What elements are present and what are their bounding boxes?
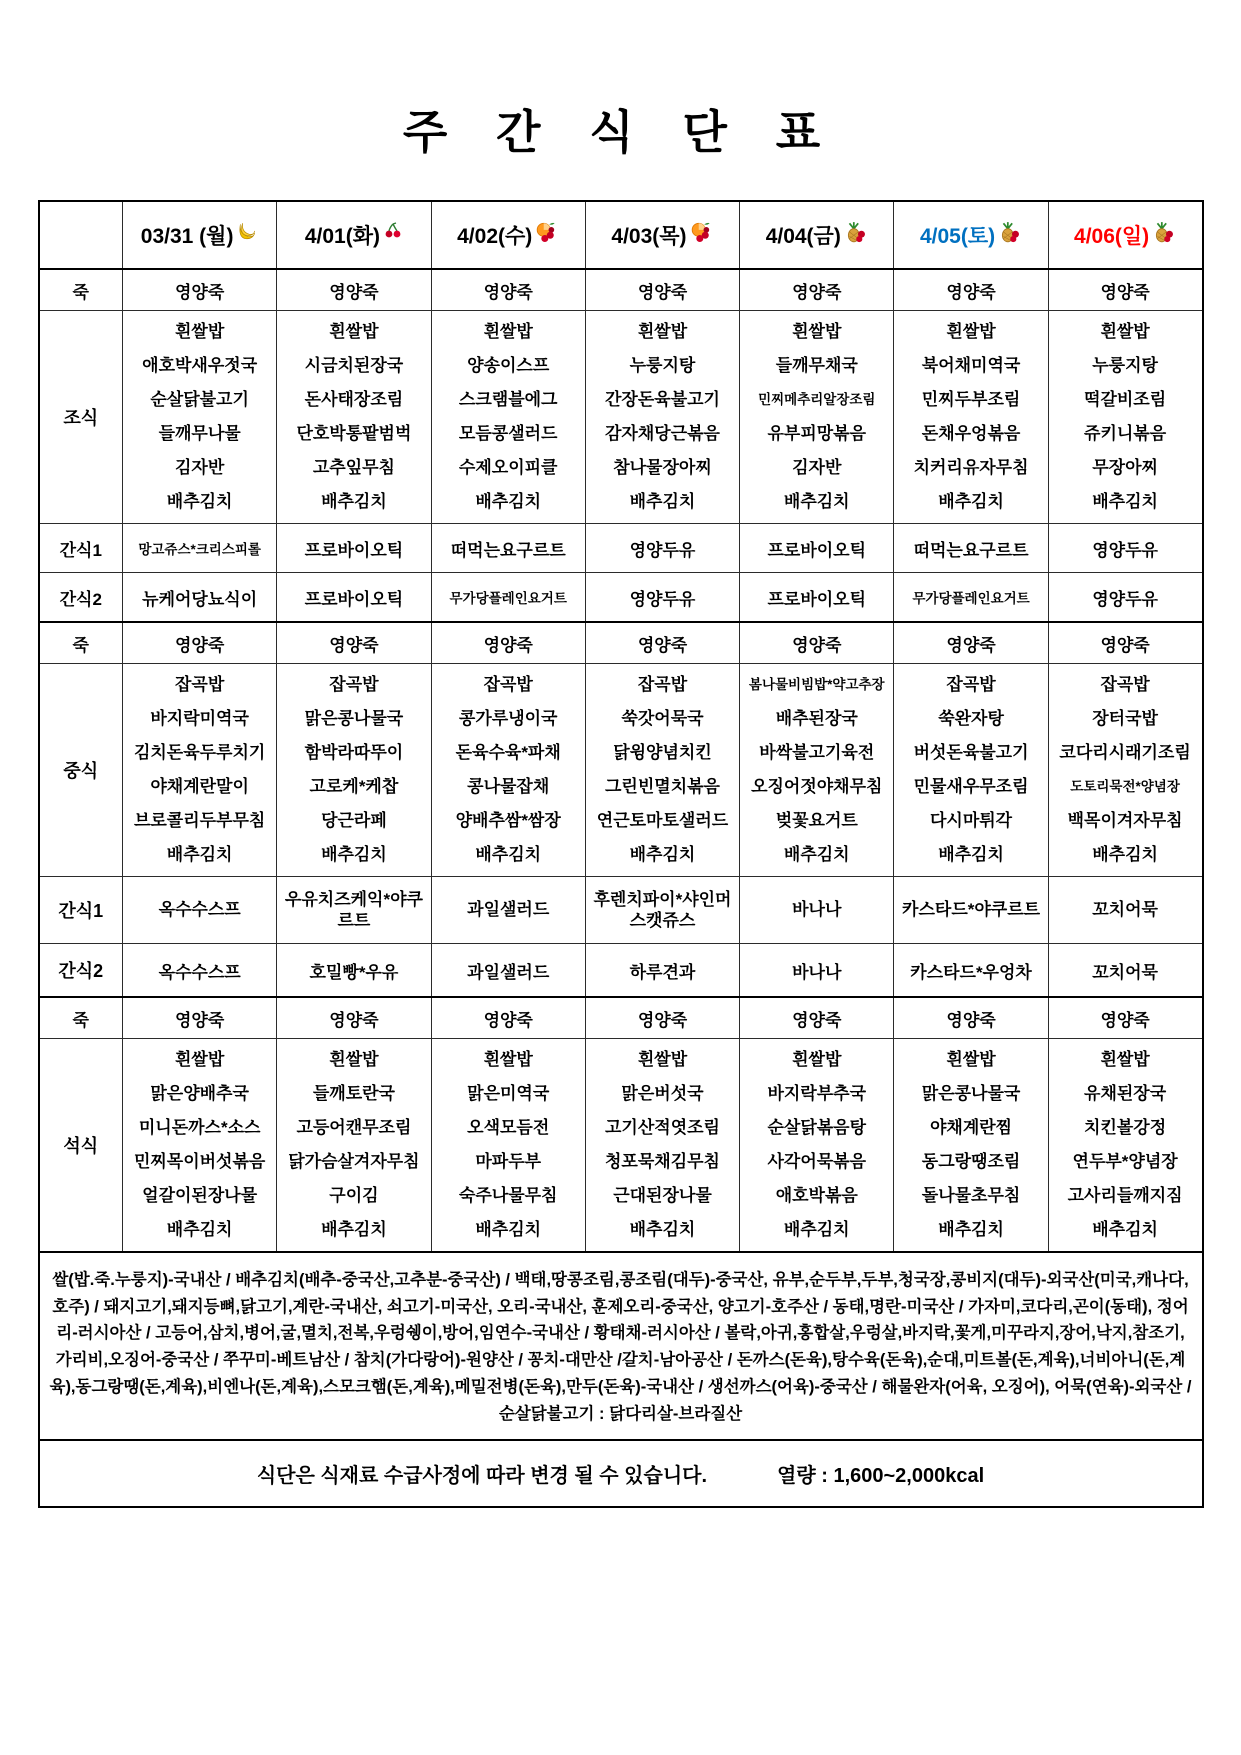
- menu-item: 꼬치어묵: [1092, 962, 1158, 982]
- menu-item: 돌나물초무침: [921, 1186, 1021, 1205]
- date-label: 4/02(수): [457, 225, 533, 248]
- menu-cell: [585, 1039, 739, 1253]
- menu-item: 닭가슴살겨자무침: [288, 1152, 420, 1171]
- menu-cell: [431, 269, 585, 311]
- menu-item: 마파두부: [475, 1152, 542, 1171]
- menu-item: 고기산적엿조림: [605, 1118, 720, 1137]
- menu-item: 영양죽: [483, 1010, 533, 1030]
- menu-cell: [585, 664, 739, 877]
- menu-cell: [740, 877, 894, 944]
- menu-cell: [894, 524, 1048, 573]
- menu-item: 배추김치: [1092, 1220, 1158, 1239]
- banana-icon: [236, 221, 258, 249]
- fruit-mix-icon: [535, 220, 559, 250]
- menu-cell: [1048, 997, 1202, 1039]
- menu-cell: [740, 524, 894, 573]
- menu-item: 무가당플레인요거트: [449, 591, 567, 606]
- menu-item: 영양죽: [637, 1010, 688, 1030]
- menu-item: 청포묵채김무침: [605, 1152, 720, 1171]
- menu-cell: [123, 573, 277, 623]
- menu-cell: [894, 311, 1048, 524]
- menu-cell: [277, 944, 431, 998]
- menu-item: 동그랑땡조림: [921, 1152, 1021, 1171]
- menu-item: 다시마튀각: [929, 811, 1013, 830]
- menu-cell: [740, 944, 894, 998]
- menu-item: 흰쌀밥: [483, 322, 533, 341]
- row-label-간식2-3: 간식2: [39, 573, 123, 623]
- menu-cell: [585, 997, 739, 1039]
- menu-item: 배추김치: [166, 492, 233, 511]
- menu-item: 벚꽃요거트: [775, 811, 858, 830]
- menu-item: 돈사태장조림: [304, 390, 404, 409]
- page-title: 주 간 식 단 표: [402, 106, 839, 158]
- menu-cell: [740, 1039, 894, 1253]
- menu-item: 유부피망볶음: [767, 424, 867, 443]
- menu-item: 김자반: [792, 458, 842, 477]
- menu-cell: [894, 997, 1048, 1039]
- menu-item: 영양죽: [175, 635, 225, 655]
- menu-item: 흰쌀밥: [946, 1050, 996, 1069]
- menu-item: 쑥갓어묵국: [621, 709, 704, 728]
- menu-item: 잡곡밥: [175, 675, 225, 694]
- menu-item: 장터국밥: [1092, 709, 1158, 728]
- menu-item: 잡곡밥: [946, 675, 996, 694]
- date-header-5: [740, 201, 894, 269]
- menu-cell: [123, 311, 277, 524]
- row-label-간식2-7: 간식2: [39, 944, 123, 998]
- menu-item: 치킨볼강정: [1084, 1118, 1167, 1137]
- row-label-간식1-2: 간식1: [39, 524, 123, 573]
- date-label: 4/05(토): [919, 225, 996, 248]
- menu-item: 무장아찌: [1092, 458, 1158, 477]
- menu-cell: [431, 877, 585, 944]
- menu-item: 배추김치: [629, 845, 696, 864]
- menu-item: 떠먹는요구르트: [913, 540, 1029, 560]
- date-header-6: [894, 201, 1048, 269]
- menu-item: 영양죽: [1100, 282, 1150, 302]
- menu-item: 배추김치: [783, 1220, 850, 1239]
- menu-cell: [123, 664, 277, 877]
- menu-item: 배추김치: [475, 492, 542, 511]
- menu-item: 배추김치: [321, 492, 387, 511]
- menu-item: 흰쌀밥: [792, 322, 842, 341]
- menu-cell: [894, 877, 1048, 944]
- menu-item: 연두부*양념장: [1072, 1152, 1178, 1171]
- menu-item: 맑은미역국: [467, 1084, 550, 1103]
- pineapple-cherry-icon: [1152, 220, 1176, 250]
- menu-cell: [123, 622, 277, 664]
- menu-item: 스크램블에그: [458, 390, 558, 409]
- menu-item: 바싹불고기육전: [759, 743, 875, 762]
- menu-item: 영양두유: [629, 540, 696, 560]
- menu-item: 사각어묵볶음: [767, 1152, 867, 1171]
- menu-item: 잡곡밥: [329, 675, 379, 694]
- menu-item: 단호박통팥범벅: [296, 424, 412, 443]
- menu-item: 맑은버섯국: [621, 1084, 704, 1103]
- calorie-info: 열량 : 1,600~2,000kcal: [777, 1465, 985, 1488]
- menu-cell: [123, 944, 277, 998]
- menu-item: 누룽지탕: [629, 356, 696, 375]
- menu-cell: [277, 269, 431, 311]
- menu-item: 바지락미역국: [150, 709, 249, 728]
- menu-cell: [585, 573, 739, 623]
- menu-item: 옥수수스프: [158, 900, 241, 920]
- menu-item: 김치돈육두루치기: [133, 743, 266, 762]
- menu-item: 간장돈육불고기: [605, 390, 720, 409]
- row-label-죽-4: 죽: [39, 622, 123, 664]
- menu-cell: [1048, 622, 1202, 664]
- menu-item: 배추김치: [938, 1220, 1004, 1239]
- menu-cell: [585, 269, 739, 311]
- menu-item: 유채된장국: [1084, 1084, 1167, 1103]
- menu-item: 카스타드*야쿠르트: [902, 900, 1041, 920]
- menu-item: 떠먹는요구르트: [450, 540, 566, 560]
- menu-item: 모듬콩샐러드: [458, 424, 558, 443]
- menu-cell: [740, 622, 894, 664]
- menu-item: 영양죽: [483, 635, 533, 655]
- menu-item: 수제오이피클: [458, 458, 558, 477]
- menu-item: 영양죽: [483, 282, 533, 302]
- menu-item: 배추김치: [1092, 492, 1158, 511]
- menu-cell: [740, 269, 894, 311]
- menu-item: 맑은콩나물국: [304, 709, 404, 728]
- menu-item: 프로바이오틱: [767, 589, 867, 609]
- menu-cell: [431, 1039, 585, 1253]
- menu-item: 오색모듬전: [467, 1118, 550, 1137]
- menu-item: 근대된장나물: [613, 1186, 712, 1205]
- menu-cell: [894, 622, 1048, 664]
- menu-item: 연근토마토샐러드: [596, 811, 729, 830]
- menu-item: 영양죽: [946, 1010, 996, 1030]
- menu-item: 바나나: [792, 962, 842, 982]
- menu-cell: [585, 944, 739, 998]
- menu-cell: [585, 877, 739, 944]
- menu-item: 프로바이오틱: [304, 589, 404, 609]
- date-header-7: [1048, 201, 1202, 269]
- menu-item: 오징어젓야채무침: [751, 777, 883, 796]
- menu-item: 잡곡밥: [483, 675, 533, 694]
- menu-item: 흰쌀밥: [329, 322, 379, 341]
- menu-item: 누룽지탕: [1092, 356, 1158, 375]
- menu-item: 배추김치: [938, 845, 1004, 864]
- menu-item: 맑은콩나물국: [921, 1084, 1021, 1103]
- menu-cell: [894, 944, 1048, 998]
- menu-cell: [277, 1039, 431, 1253]
- menu-cell: [1048, 1039, 1202, 1253]
- menu-item: 들깨무나물: [158, 424, 241, 443]
- menu-item: 애호박새우젓국: [142, 356, 258, 375]
- menu-item: 흰쌀밥: [1100, 322, 1150, 341]
- menu-cell: [1048, 269, 1202, 311]
- menu-item: 카스타드*우엉차: [910, 962, 1032, 982]
- menu-cell: [1048, 877, 1202, 944]
- menu-cell: [1048, 664, 1202, 877]
- menu-item: 배추김치: [1092, 845, 1158, 864]
- date-header-4: [585, 201, 739, 269]
- weekly-menu-sheet: [38, 0, 1204, 1508]
- menu-item: 고사리들깨지짐: [1067, 1186, 1183, 1205]
- menu-cell: [585, 311, 739, 524]
- menu-item: 옥수수스프: [158, 962, 241, 982]
- menu-cell: [431, 664, 585, 877]
- menu-item: 브로콜리두부무침: [133, 811, 266, 830]
- menu-cell: [277, 997, 431, 1039]
- menu-item: 야채계란말이: [150, 777, 249, 796]
- menu-note-bar: [38, 1441, 1204, 1508]
- menu-item: 흰쌀밥: [329, 1050, 379, 1069]
- menu-item: 야채계란찜: [929, 1118, 1013, 1137]
- menu-item: 배추김치: [629, 1220, 696, 1239]
- row-label-조식-1: 조식: [39, 311, 123, 524]
- menu-item: 돈육수육*파채: [455, 743, 561, 762]
- menu-item: 맑은양배추국: [150, 1084, 249, 1103]
- menu-item: 시금치된장국: [304, 356, 404, 375]
- date-header-3: [431, 201, 585, 269]
- menu-item: 영양죽: [1100, 1010, 1150, 1030]
- menu-item: 흰쌀밥: [637, 322, 688, 341]
- pineapple-cherry-icon: [998, 220, 1022, 250]
- menu-item: 배추김치: [166, 1220, 233, 1239]
- menu-item: 쥬키니볶음: [1084, 424, 1167, 443]
- date-label: 03/31 (월): [140, 225, 234, 248]
- menu-item: 도토리묵전*양념장: [1070, 779, 1180, 794]
- menu-item: 배추김치: [321, 1220, 387, 1239]
- menu-item: 흰쌀밥: [792, 1050, 842, 1069]
- menu-item: 후렌치파이*샤인머스캣쥬스: [593, 889, 732, 930]
- menu-item: 영양두유: [629, 589, 696, 609]
- menu-item: 하루견과: [629, 962, 696, 982]
- menu-cell: [123, 877, 277, 944]
- menu-cell: [431, 311, 585, 524]
- menu-cell: [740, 573, 894, 623]
- row-label-석식-9: 석식: [39, 1039, 123, 1253]
- menu-item: 양배추쌈*쌈장: [455, 811, 561, 830]
- menu-item: 배추김치: [475, 845, 542, 864]
- menu-item: 들깨무채국: [775, 356, 858, 375]
- menu-item: 배추김치: [166, 845, 233, 864]
- menu-item: 콩나물잡채: [467, 777, 550, 796]
- menu-item: 영양죽: [792, 282, 842, 302]
- menu-cell: [1048, 573, 1202, 623]
- date-label: 4/01(화): [304, 225, 380, 248]
- menu-change-note: 식단은 식재료 수급사정에 따라 변경 될 수 있습니다.: [256, 1465, 708, 1488]
- date-label: 4/03(목): [611, 225, 687, 248]
- menu-item: 숙주나물무침: [458, 1186, 558, 1205]
- menu-item: 봄나물비빔밥*약고추장: [748, 677, 885, 692]
- menu-item: 양송이스프: [467, 356, 550, 375]
- pineapple-cherry-icon: [844, 220, 868, 250]
- menu-item: 얼갈이된장나물: [142, 1186, 258, 1205]
- menu-cell: [123, 524, 277, 573]
- row-label-중식-5: 중식: [39, 664, 123, 877]
- menu-cell: [1048, 944, 1202, 998]
- menu-item: 무가당플레인요거트: [912, 591, 1030, 606]
- menu-item: 잡곡밥: [637, 675, 688, 694]
- menu-item: 영양죽: [329, 282, 379, 302]
- date-label: 4/04(금): [765, 225, 841, 248]
- menu-item: 배추김치: [783, 492, 850, 511]
- menu-cell: [431, 622, 585, 664]
- menu-item: 참나물장아찌: [613, 458, 712, 477]
- menu-cell: [123, 1039, 277, 1253]
- menu-item: 고추잎무침: [312, 458, 395, 477]
- date-header-2: [277, 201, 431, 269]
- menu-item: 영양죽: [175, 1010, 225, 1030]
- menu-cell: [585, 524, 739, 573]
- menu-cell: [740, 311, 894, 524]
- menu-item: 흰쌀밥: [483, 1050, 533, 1069]
- menu-item: 흰쌀밥: [946, 322, 996, 341]
- menu-item: 순살닭불고기: [150, 390, 249, 409]
- menu-item: 민찌두부조림: [921, 390, 1021, 409]
- menu-item: 떡갈비조림: [1084, 390, 1167, 409]
- menu-item: 코다리시래기조림: [1059, 743, 1191, 762]
- menu-item: 영양죽: [637, 282, 688, 302]
- menu-item: 함박라따뚜이: [304, 743, 404, 762]
- menu-item: 민물새우무조림: [913, 777, 1029, 796]
- menu-item: 돈채우엉볶음: [921, 424, 1021, 443]
- menu-item: 미니돈까스*소스: [138, 1118, 261, 1137]
- menu-cell: [123, 269, 277, 311]
- menu-item: 김자반: [175, 458, 225, 477]
- menu-item: 당근라페: [321, 811, 387, 830]
- menu-item: 들깨토란국: [312, 1084, 395, 1103]
- menu-item: 배추된장국: [775, 709, 858, 728]
- menu-item: 배추김치: [629, 492, 696, 511]
- meal-table: [38, 200, 1204, 1253]
- menu-item: 우유치즈케익*야쿠르트: [284, 889, 423, 930]
- menu-item: 바나나: [792, 900, 842, 920]
- menu-item: 흰쌀밥: [637, 1050, 688, 1069]
- menu-item: 고로케*케찹: [309, 777, 399, 796]
- menu-cell: [277, 664, 431, 877]
- menu-item: 배추김치: [475, 1220, 542, 1239]
- menu-cell: [431, 997, 585, 1039]
- menu-item: 바지락부추국: [767, 1084, 867, 1103]
- date-label: 4/06(일): [1074, 225, 1150, 248]
- menu-item: 프로바이오틱: [767, 540, 867, 560]
- menu-cell: [431, 524, 585, 573]
- menu-cell: [740, 664, 894, 877]
- menu-item: 쑥완자탕: [938, 709, 1004, 728]
- menu-item: 프로바이오틱: [304, 540, 404, 560]
- menu-cell: [277, 877, 431, 944]
- menu-item: 닭윙양념치킨: [613, 743, 712, 762]
- menu-item: 배추김치: [321, 845, 387, 864]
- fruit-mix-icon: [690, 220, 714, 250]
- menu-cell: [277, 524, 431, 573]
- menu-cell: [277, 573, 431, 623]
- menu-item: 구이김: [329, 1186, 379, 1205]
- menu-cell: [1048, 524, 1202, 573]
- menu-item: 고등어캔무조림: [296, 1118, 412, 1137]
- ingredient-origin-text: 쌀(밥.죽.누룽지)-국내산 / 배추김치(배추-중국산,고추분-중국산) / 백태,땅콩조림,콩조림(대두)-중국산, 유부,순두부,두부,청국장,콩비지(대두)-외국산(미국,캐나다,호주) / 돼지고기,돼지등뼈,닭고기,계란-국내산, 쇠고기-미국산, 오리-국내산, 훈제오리-중국산, 양고기-호주산 / 동태,명란-미국산 / 가자미,코다리,곤이(동태), 정어리-러시아산 / 고등어,삼치,병어,굴,멸치,전복,우렁쉥이,방어,임연수-국내산 / 황태채-러시아산 / 볼락,아귀,홍합살,우렁살,바지락,꽃게,미꾸라지,장어,낙지,참조기,가리비,오징어-중국산 / 쭈꾸미-베트남산 / 참치(가다랑어)-원양산 / 꽁치-대만산 /갈치-남아공산 / 돈까스(돈육),탕수육(돈육),순대,미트볼(돈,계육),너비아니(돈,계육),동그랑땡(돈,계육),비엔나(돈,계육),스모크햄(돈,계육),메밀전병(돈육),만두(돈육)-국내산 / 생선까스(어육)-중국산 / 해물완자(어육, 오징어), 어묵(연육)-외국산 / 순살닭불고기 : 닭다리살-브라질산: [38, 1253, 1204, 1441]
- menu-item: 잡곡밥: [1100, 675, 1150, 694]
- menu-item: 북어채미역국: [921, 356, 1021, 375]
- menu-cell: [740, 997, 894, 1039]
- menu-cell: [1048, 311, 1202, 524]
- menu-item: 과일샐러드: [467, 962, 550, 982]
- row-label-죽-8: 죽: [39, 997, 123, 1039]
- row-label-죽-0: 죽: [39, 269, 123, 311]
- menu-item: 영양죽: [175, 282, 225, 302]
- menu-item: 애호박볶음: [775, 1186, 858, 1205]
- menu-item: 영양죽: [329, 1010, 379, 1030]
- menu-item: 영양죽: [792, 635, 842, 655]
- menu-item: 흰쌀밥: [175, 1050, 225, 1069]
- menu-item: 치커리유자무침: [913, 458, 1029, 477]
- date-header-1: [123, 201, 277, 269]
- menu-cell: [894, 269, 1048, 311]
- menu-cell: [277, 311, 431, 524]
- menu-item: 영양두유: [1092, 589, 1158, 609]
- menu-item: 영양죽: [1100, 635, 1150, 655]
- menu-cell: [585, 622, 739, 664]
- menu-item: 배추김치: [783, 845, 850, 864]
- menu-item: 영양죽: [637, 635, 688, 655]
- menu-cell: [277, 622, 431, 664]
- menu-item: 배추김치: [938, 492, 1004, 511]
- menu-item: 영양죽: [792, 1010, 842, 1030]
- menu-item: 감자채당근볶음: [605, 424, 720, 443]
- menu-cell: [431, 944, 585, 998]
- menu-item: 민찌메추리알장조림: [758, 392, 876, 407]
- cherry-icon: [383, 222, 403, 248]
- menu-item: 흰쌀밥: [175, 322, 225, 341]
- corner-cell: [39, 201, 123, 269]
- menu-item: 영양두유: [1092, 540, 1158, 560]
- menu-item: 민찌목이버섯볶음: [133, 1152, 266, 1171]
- menu-item: 영양죽: [946, 282, 996, 302]
- menu-item: 백목이겨자무침: [1067, 811, 1183, 830]
- menu-cell: [894, 573, 1048, 623]
- menu-item: 흰쌀밥: [1100, 1050, 1150, 1069]
- menu-item: 망고쥬스*크리스피롤: [138, 542, 261, 557]
- menu-item: 그린빈멸치볶음: [605, 777, 720, 796]
- menu-item: 버섯돈육불고기: [913, 743, 1029, 762]
- menu-item: 영양죽: [946, 635, 996, 655]
- menu-item: 꼬치어묵: [1092, 900, 1158, 920]
- menu-item: 뉴케어당뇨식이: [142, 589, 258, 609]
- menu-cell: [894, 1039, 1048, 1253]
- menu-item: 영양죽: [329, 635, 379, 655]
- menu-item: 호밀빵*우유: [309, 962, 399, 982]
- menu-cell: [894, 664, 1048, 877]
- menu-cell: [431, 573, 585, 623]
- date-header-row: [39, 201, 1203, 269]
- menu-item: 콩가루냉이국: [458, 709, 558, 728]
- menu-item: 과일샐러드: [467, 900, 550, 920]
- menu-cell: [123, 997, 277, 1039]
- row-label-간식1-6: 간식1: [39, 877, 123, 944]
- menu-item: 순살닭볶음탕: [767, 1118, 867, 1137]
